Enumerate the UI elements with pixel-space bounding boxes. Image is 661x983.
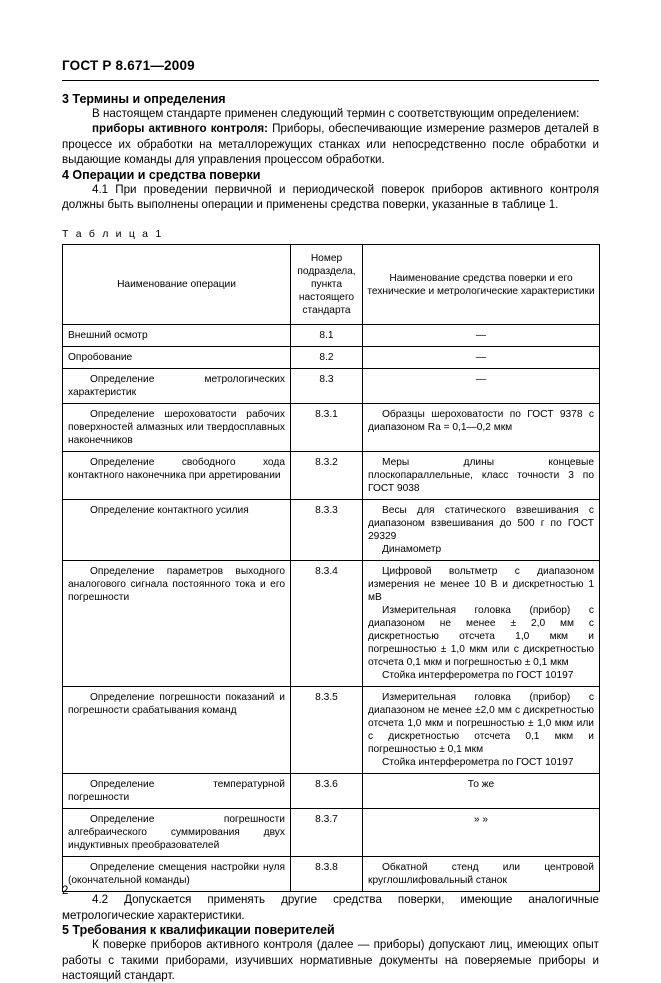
cell-operation: Определение метрологических характеристик — [63, 369, 291, 404]
section-heading-4: 4 Операции и средства поверки — [62, 167, 261, 182]
page-number: 2 — [62, 885, 69, 897]
term-label: приборы активного контроля: — [92, 122, 268, 136]
cell-operation: Внешний осмотр — [63, 325, 291, 347]
cell-means — [363, 347, 600, 369]
cell-clause-number: 8.3.1 — [291, 404, 363, 452]
cell-operation: Определение погрешности алгебраического суммирования двух индуктивных преобразователей — [63, 809, 291, 857]
means-line: » » — [473, 814, 489, 826]
cell-clause-number: 8.3.8 — [291, 857, 363, 892]
paragraph-4-1: 4.1 При проведении первичной и периодической поверок приборов активного контроля должны быть выполнены операции и применены средства поверки, указанные в таблице 1. — [62, 182, 599, 212]
paragraph-5-1: К поверке приборов активного контроля (далее — приборы) допускают лиц, имеющих опыт работы с такими приборами, изучивших нормативные документы на поверяемые приборы и настоящий стандарт. — [62, 938, 599, 983]
cell-operation: Определение смещения настройки нуля (окончательной команды) — [63, 857, 291, 892]
header-divider — [62, 80, 599, 81]
means-line: Весы для статического взвешивания с диапазоном взвешивания до 500 г по ГОСТ 29329 — [368, 505, 594, 543]
cell-operation: Определение параметров выходного аналогового сигнала постоянного тока и его погрешности — [63, 561, 291, 687]
table-row — [63, 452, 600, 500]
cell-operation: Определение температурной погрешности — [63, 774, 291, 809]
table-row — [63, 404, 600, 452]
table-row — [63, 687, 600, 774]
means-line: Измерительная головка (прибор) с диапазоном не менее ±2,0 мм с дискретностью отсчета 1,0 мкм и погрешностью ± 1,0 мкм или с дискретностью отсчета 0,1 мкм и погрешностью ± 0,1 мкм — [368, 692, 594, 756]
table-row — [63, 561, 600, 687]
cell-clause-number: 8.3.4 — [291, 561, 363, 687]
means-line: Измерительная головка (прибор) с диапазоном не менее ± 2,0 мм с дискретностью отсчета 1,0 мкм и погрешностью ± 1,0 мкм или с дискретностью отсчета 0,1 мкм и погрешностью ± 0,1 мкм — [368, 605, 594, 669]
means-line: — — [475, 352, 487, 364]
paragraph-4-2: 4.2 Допускается применять другие средства поверки, имеющие аналогичные метрологические характеристики. — [62, 893, 599, 922]
means-line: — — [475, 374, 487, 386]
cell-means — [363, 452, 600, 500]
cell-means — [363, 857, 600, 892]
cell-operation: Опробование — [63, 347, 291, 369]
cell-clause-number: 8.3.3 — [291, 500, 363, 561]
table-row — [63, 500, 600, 561]
cell-clause-number: 8.3 — [291, 369, 363, 404]
cell-operation: Определение шероховатости рабочих поверхностей алмазных или твердосплавных наконечников — [63, 404, 291, 452]
table-row — [63, 347, 600, 369]
section-3-intro: В настоящем стандарте применен следующий термин с соответствующим определением: — [92, 107, 580, 120]
means-line: То же — [467, 779, 495, 791]
table-caption: Т а б л и ц а 1 — [62, 228, 164, 241]
column-header-number: Номер подраздела, пункта настоящего стандарта — [291, 245, 363, 325]
cell-operation: Определение контактного усилия — [63, 500, 291, 561]
cell-means — [363, 687, 600, 774]
means-line: Меры длины концевые плоскопараллельные, класс точности 3 по ГОСТ 9038 — [368, 457, 594, 495]
cell-clause-number: 8.3.6 — [291, 774, 363, 809]
table-head — [63, 245, 600, 325]
table-row — [63, 857, 600, 892]
cell-means — [363, 325, 600, 347]
cell-clause-number: 8.3.5 — [291, 687, 363, 774]
cell-means — [363, 404, 600, 452]
cell-clause-number: 8.3.7 — [291, 809, 363, 857]
means-line: Стойка интерферометра по ГОСТ 10197 — [382, 757, 574, 769]
section-heading-5: 5 Требования к квалификации поверителей — [62, 923, 335, 938]
table-body — [63, 325, 600, 892]
table-row — [63, 774, 600, 809]
cell-means — [363, 774, 600, 809]
table-row — [63, 369, 600, 404]
cell-operation: Определение свободного хода контактного наконечника при арретировании — [63, 452, 291, 500]
term-definition: Приборы, обеспечивающие измерение размеров деталей в процессе их обработки на металлорежущих станках или непосредственно после обработки и выдающие команды для управления процессом обработки. — [62, 122, 599, 167]
section-heading-3: 3 Термины и определения — [62, 92, 226, 106]
cell-clause-number: 8.1 — [291, 325, 363, 347]
means-line: — — [475, 330, 487, 342]
operations-table — [62, 244, 600, 892]
means-line: Обкатной стенд или центровой круглошлифовальный станок — [368, 862, 594, 887]
cell-clause-number: 8.2 — [291, 347, 363, 369]
cell-clause-number: 8.3.2 — [291, 452, 363, 500]
table-header-row — [63, 245, 600, 325]
column-header-means: Наименование средства поверки и его технические и метрологические характеристики — [363, 245, 600, 325]
means-line: Динамометр — [382, 544, 442, 556]
table-row — [63, 809, 600, 857]
cell-means — [363, 500, 600, 561]
column-header-operation: Наименование операции — [63, 245, 291, 325]
table-row — [63, 325, 600, 347]
means-line: Образцы шероховатости по ГОСТ 9378 с диапазоном Ra = 0,1—0,2 мкм — [368, 409, 594, 434]
cell-means — [363, 561, 600, 687]
cell-means — [363, 369, 600, 404]
page-content — [62, 92, 599, 983]
means-line: Стойка интерферометра по ГОСТ 10197 — [382, 670, 574, 682]
page-header: ГОСТ Р 8.671—2009 — [62, 58, 195, 73]
cell-means — [363, 809, 600, 857]
section-3-term-definition — [62, 121, 599, 167]
cell-operation: Определение погрешности показаний и погрешности срабатывания команд — [63, 687, 291, 774]
means-line: Цифровой вольтметр с диапазоном измерения не менее 10 В и дискретностью 1 мВ — [368, 566, 594, 604]
